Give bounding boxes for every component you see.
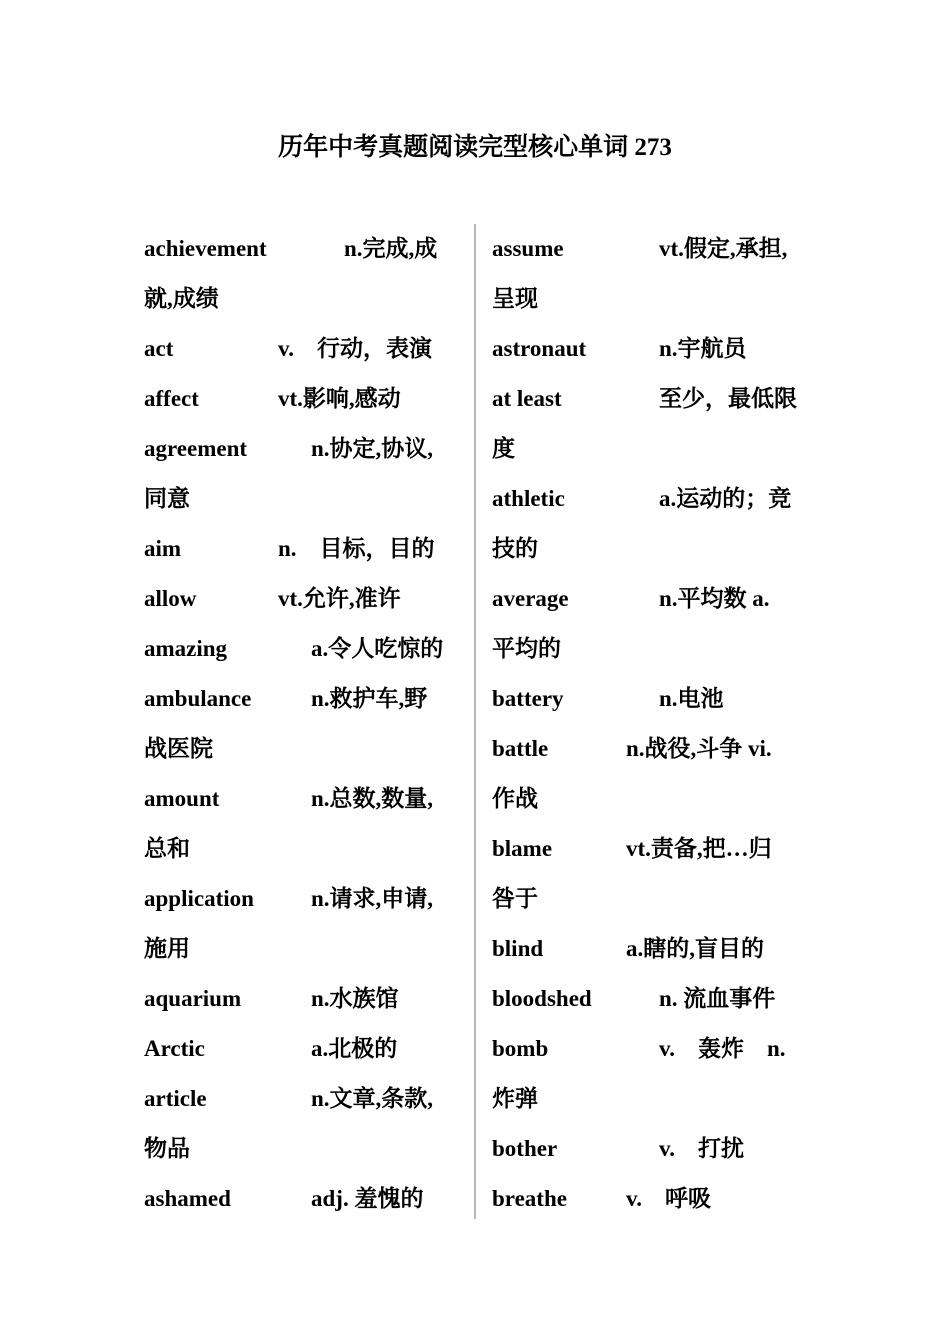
entry-definition: vt.责备,把…归	[626, 836, 772, 861]
entry-definition: vt.允许,准许	[278, 586, 401, 611]
entry-definition: n.救护车,野	[311, 686, 428, 711]
entry-word: achievement	[144, 236, 267, 261]
entry-definition: v. 轰炸 n.	[659, 1036, 786, 1061]
entry-word: amount	[144, 786, 220, 811]
entry-word: allow	[144, 586, 197, 611]
vocab-entry	[144, 874, 460, 974]
entry-definition: a.运动的；竞	[659, 486, 792, 511]
vocab-entry	[144, 974, 460, 1024]
entry-word: battery	[492, 686, 564, 711]
entry-definition-continued: 就,成绩	[144, 286, 219, 311]
entry-definition-continued: 平均的	[492, 636, 561, 661]
entry-definition: vt.假定,承担,	[659, 236, 788, 261]
vocab-entry	[144, 324, 460, 374]
entry-definition-continued: 技的	[492, 536, 538, 561]
entry-definition: n. 流血事件	[659, 986, 776, 1011]
vocab-entry	[144, 674, 460, 774]
entry-definition: n.请求,申请,	[311, 886, 434, 911]
entry-definition: n.平均数 a.	[659, 586, 770, 611]
entry-definition-continued: 作战	[492, 786, 538, 811]
vocab-entry	[144, 574, 460, 624]
entry-word: aquarium	[144, 986, 242, 1011]
vocab-entry	[492, 1124, 808, 1174]
right-column	[492, 224, 808, 1224]
entry-word: average	[492, 586, 569, 611]
entry-definition-continued: 度	[492, 436, 515, 461]
entry-word: breathe	[492, 1186, 567, 1211]
entry-word: amazing	[144, 636, 228, 661]
vocab-entry	[144, 224, 460, 324]
entry-definition: v. 行动，表演	[278, 336, 432, 361]
entry-word: astronaut	[492, 336, 587, 361]
vocab-entry	[144, 424, 460, 524]
entry-definition: n.宇航员	[659, 336, 747, 361]
entry-definition-continued: 总和	[144, 836, 190, 861]
entry-word: affect	[144, 386, 199, 411]
entry-definition: v. 打扰	[659, 1136, 744, 1161]
entry-definition-continued: 同意	[144, 486, 190, 511]
entry-definition: a.令人吃惊的	[311, 636, 444, 661]
vocab-entry	[144, 1174, 460, 1224]
entry-definition-continued: 物品	[144, 1136, 190, 1161]
entry-word: ashamed	[144, 1186, 231, 1211]
vocab-entry	[492, 474, 808, 574]
vocab-entry	[144, 374, 460, 424]
entry-word: agreement	[144, 436, 248, 461]
entry-definition: n.文章,条款,	[311, 1086, 434, 1111]
entry-definition-continued: 施用	[144, 936, 190, 961]
vocab-entry	[144, 774, 460, 874]
column-divider	[474, 224, 476, 1219]
vocab-entry	[492, 924, 808, 974]
vocab-entry	[144, 1024, 460, 1074]
vocab-entry	[144, 524, 460, 574]
entry-definition: a.瞎的,盲目的	[626, 936, 764, 961]
entry-definition: adj. 羞愧的	[311, 1186, 424, 1211]
entry-definition: n.战役,斗争 vi.	[626, 736, 772, 761]
entry-word: blame	[492, 836, 553, 861]
entry-word: article	[144, 1086, 207, 1111]
vocab-entry	[144, 624, 460, 674]
entry-word: battle	[492, 736, 549, 761]
entry-word: Arctic	[144, 1036, 205, 1061]
vocab-entry	[492, 974, 808, 1024]
entry-word: at least	[492, 386, 562, 411]
entry-definition-continued: 咎于	[492, 886, 538, 911]
vocab-entry	[492, 674, 808, 724]
vocab-entry	[492, 824, 808, 924]
entry-definition: n.电池	[659, 686, 724, 711]
vocab-entry	[144, 1074, 460, 1174]
entry-word: athletic	[492, 486, 565, 511]
entry-word: blind	[492, 936, 544, 961]
page-title: 历年中考真题阅读完型核心单词 273	[278, 134, 672, 161]
entry-definition: a.北极的	[311, 1036, 398, 1061]
entry-definition: n. 目标，目的	[278, 536, 435, 561]
entry-definition: vt.影响,感动	[278, 386, 401, 411]
entry-definition: v. 呼吸	[626, 1186, 711, 1211]
entry-word: ambulance	[144, 686, 252, 711]
vocab-entry	[492, 1174, 808, 1224]
entry-word: bomb	[492, 1036, 549, 1061]
vocab-entry	[492, 224, 808, 324]
left-column	[144, 224, 460, 1224]
entry-word: application	[144, 886, 254, 911]
entry-word: assume	[492, 236, 564, 261]
vocab-entry	[492, 324, 808, 374]
entry-definition-continued: 呈现	[492, 286, 538, 311]
entry-definition: n.总数,数量,	[311, 786, 434, 811]
vocab-entry	[492, 724, 808, 824]
entry-definition: n.水族馆	[311, 986, 399, 1011]
entry-definition: 至少，最低限	[659, 386, 797, 411]
vocab-entry	[492, 574, 808, 674]
entry-definition: n.完成,成	[344, 236, 438, 261]
entry-word: bloodshed	[492, 986, 592, 1011]
entry-word: aim	[144, 536, 182, 561]
entry-word: act	[144, 336, 174, 361]
vocab-entry	[492, 1024, 808, 1124]
vocab-entry	[492, 374, 808, 474]
entry-word: bother	[492, 1136, 558, 1161]
entry-definition-continued: 炸弹	[492, 1086, 538, 1111]
entry-definition: n.协定,协议,	[311, 436, 434, 461]
entry-definition-continued: 战医院	[144, 736, 213, 761]
